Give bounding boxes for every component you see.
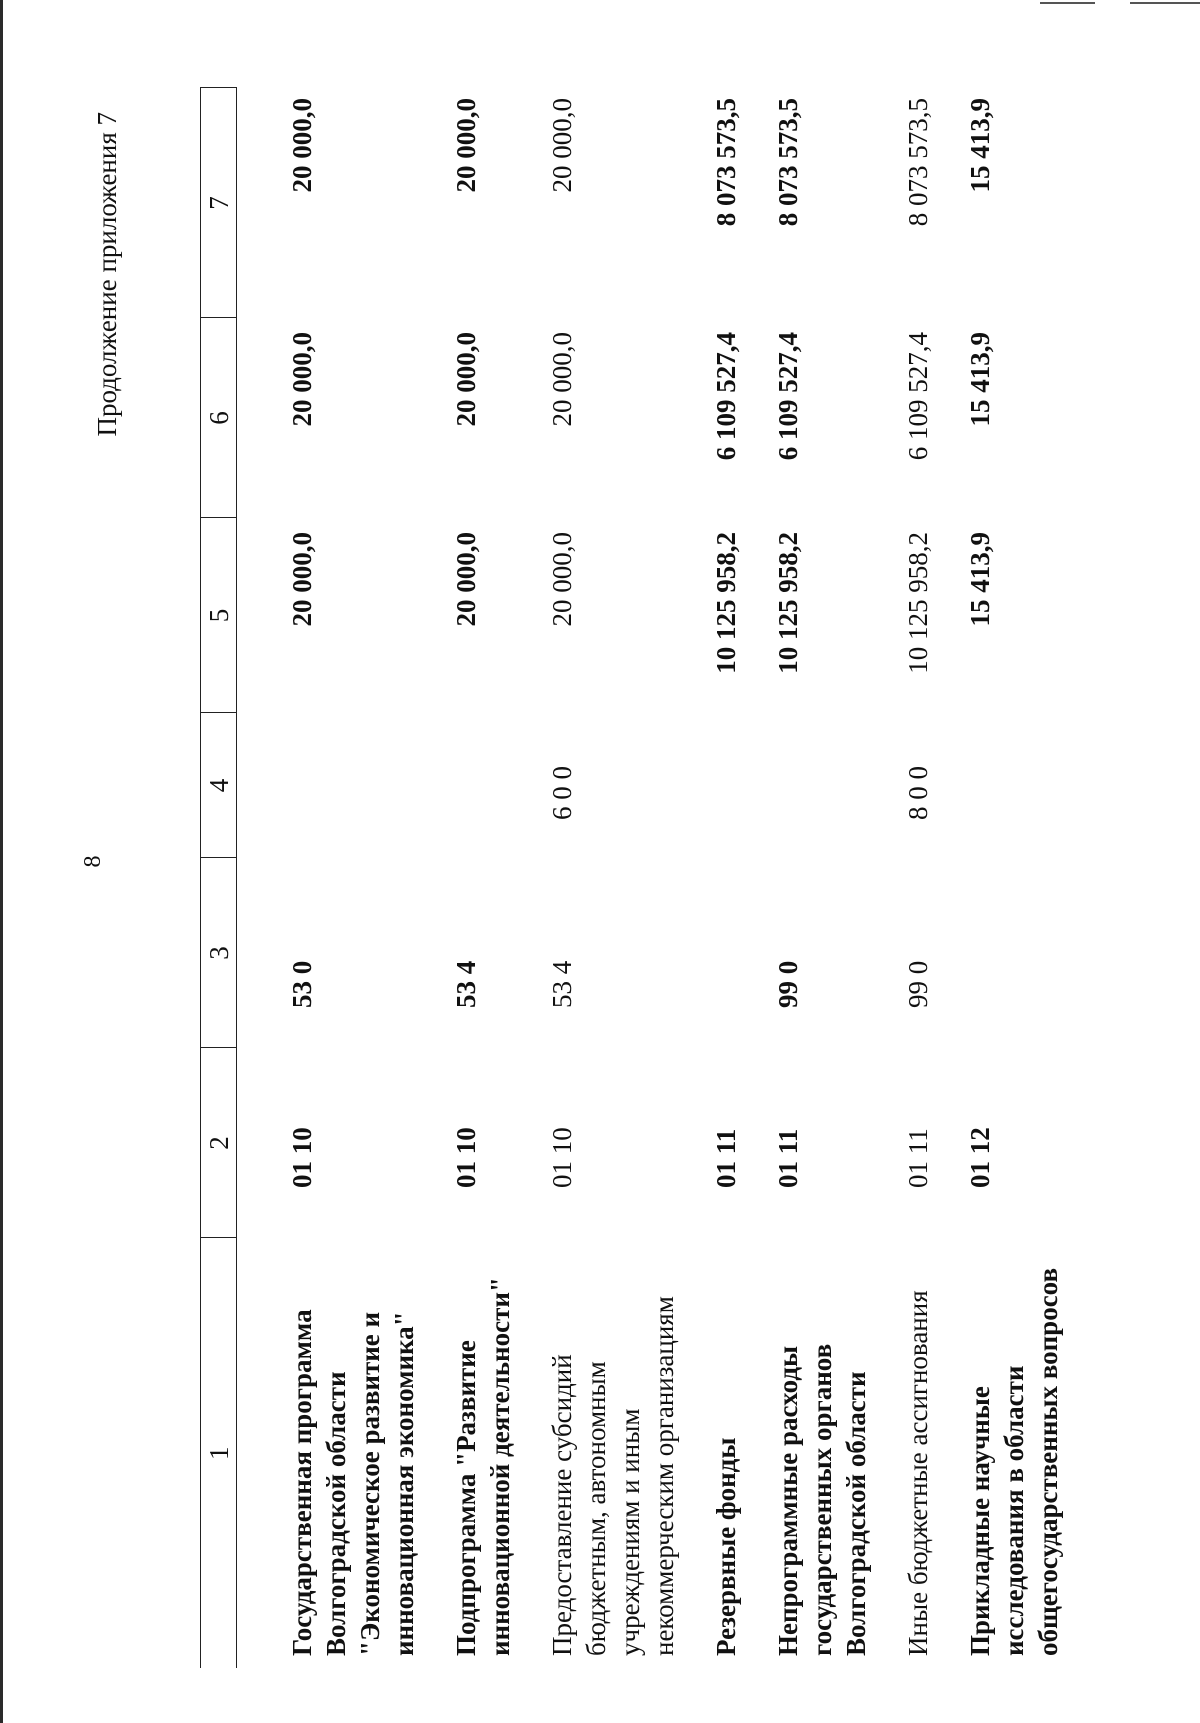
table-row xyxy=(963,88,1093,1668)
row-amount-col5: 10 125 958,2 xyxy=(773,532,803,674)
table-row xyxy=(285,88,449,1668)
column-header: 4 xyxy=(201,713,237,858)
table-body xyxy=(237,88,1094,1668)
table-row xyxy=(545,88,709,1668)
row-expense-type xyxy=(449,713,545,858)
row-target-code: 53 4 xyxy=(451,960,481,1008)
row-amount-col6: 20 000,0 xyxy=(547,332,577,427)
row-amount-col5: 15 413,9 xyxy=(965,532,995,627)
row-amount-col5: 20 000,0 xyxy=(287,532,317,627)
row-target-code: 53 0 xyxy=(287,960,317,1008)
row-section-code: 01 12 xyxy=(965,1127,995,1188)
table-header-row xyxy=(201,88,237,1668)
row-amount-col5: 20 000,0 xyxy=(547,532,577,627)
row-amount-col5: 10 125 958,2 xyxy=(711,532,741,674)
row-target-code: 99 0 xyxy=(773,960,803,1008)
row-section-code: 01 10 xyxy=(451,1127,481,1188)
column-header: 1 xyxy=(201,1238,237,1668)
row-expense-type xyxy=(963,713,1093,858)
row-section-code: 01 10 xyxy=(547,1127,577,1188)
row-section-code: 01 11 xyxy=(773,1128,803,1188)
row-name: Иные бюджетные ассигнования xyxy=(903,1290,933,1656)
row-section-code: 01 10 xyxy=(287,1127,317,1188)
row-expense-type: 6 0 0 xyxy=(547,766,577,820)
page-number: 8 xyxy=(80,855,106,868)
row-amount-col5: 10 125 958,2 xyxy=(903,532,933,674)
row-expense-type: 8 0 0 xyxy=(903,766,933,820)
table-spacer xyxy=(237,88,286,1668)
row-amount-col7: 20 000,0 xyxy=(547,98,577,193)
row-name: Предоставление субсидий бюджетным, автономным учреждениям и иным некоммерческим организациям xyxy=(547,1296,679,1656)
row-amount-col7: 20 000,0 xyxy=(287,98,317,193)
row-expense-type xyxy=(285,713,449,858)
row-target-code: 99 0 xyxy=(903,960,933,1008)
table-row xyxy=(771,88,901,1668)
row-amount-col7: 8 073 573,5 xyxy=(711,98,741,227)
row-name: Резервные фонды xyxy=(711,1437,741,1656)
row-amount-col6: 20 000,0 xyxy=(451,332,481,427)
row-target-code: 53 4 xyxy=(547,960,577,1008)
row-amount-col5: 20 000,0 xyxy=(451,532,481,627)
table-row xyxy=(449,88,545,1668)
row-section-code: 01 11 xyxy=(711,1128,741,1188)
row-name: Непрограммные расходы государственных органов Волгоградской области xyxy=(773,1343,871,1656)
row-amount-col6: 6 109 527,4 xyxy=(711,332,741,461)
row-amount-col6: 6 109 527,4 xyxy=(773,332,803,461)
column-header: 2 xyxy=(201,1048,237,1238)
row-amount-col7: 8 073 573,5 xyxy=(773,98,803,227)
row-expense-type xyxy=(771,713,901,858)
table-row xyxy=(709,88,771,1668)
row-target-code xyxy=(963,858,1093,1048)
column-header: 3 xyxy=(201,858,237,1048)
row-expense-type xyxy=(709,713,771,858)
row-amount-col6: 20 000,0 xyxy=(287,332,317,427)
column-header: 5 xyxy=(201,518,237,713)
row-amount-col6: 6 109 527,4 xyxy=(903,332,933,461)
row-amount-col7: 15 413,9 xyxy=(965,98,995,193)
row-name: Подпрограмма "Развитие инновационной деятельности" xyxy=(451,1277,515,1656)
row-name: Прикладные научные исследования в области общегосударственных вопросов xyxy=(965,1267,1063,1656)
table-row xyxy=(901,88,963,1668)
row-section-code: 01 11 xyxy=(903,1128,933,1188)
column-header: 7 xyxy=(201,88,237,318)
budget-table xyxy=(200,88,1093,1669)
row-name: Государственная программа Волгоградской области "Экономическое развитие и инновационная экономика" xyxy=(287,1309,419,1656)
column-header: 6 xyxy=(201,318,237,518)
continuation-label: Продолжение приложения 7 xyxy=(92,112,122,437)
row-target-code xyxy=(709,858,771,1048)
row-amount-col7: 8 073 573,5 xyxy=(903,98,933,227)
row-amount-col7: 20 000,0 xyxy=(451,98,481,193)
row-amount-col6: 15 413,9 xyxy=(965,332,995,427)
